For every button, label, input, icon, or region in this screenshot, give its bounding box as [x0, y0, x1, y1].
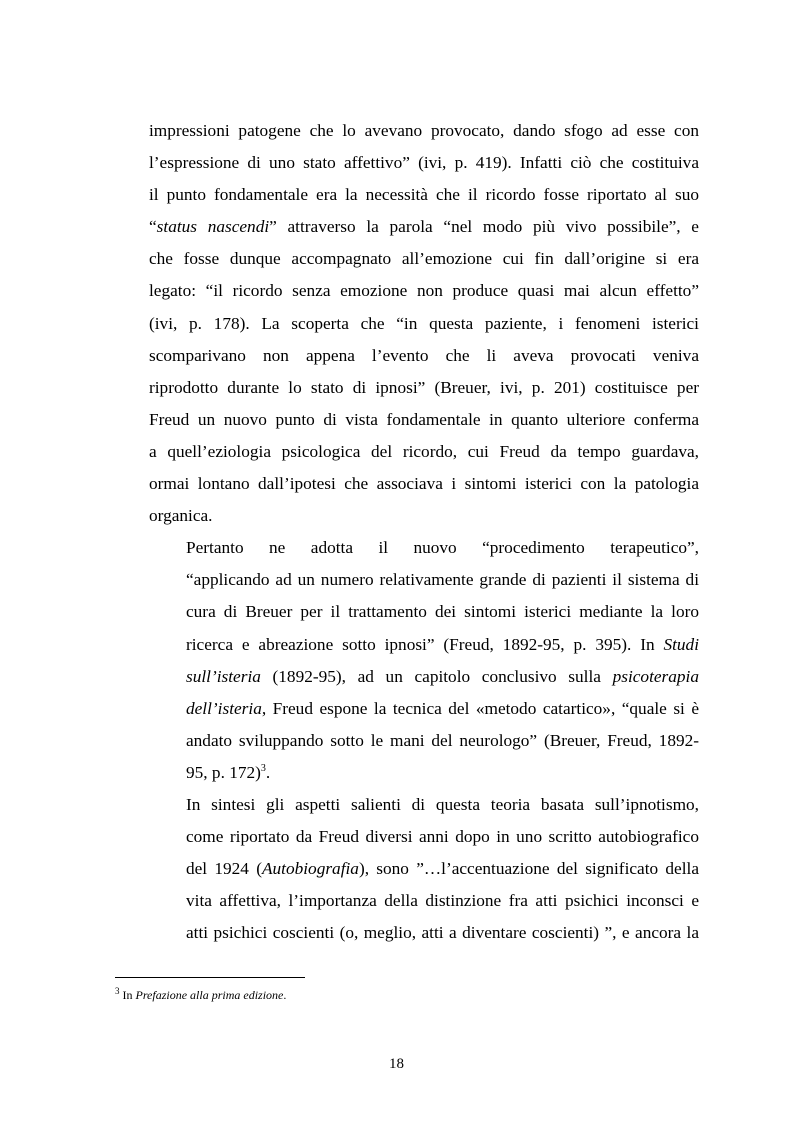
text-line: che fosse dunque accompagnato all’emozione cui fin dall’origine si era: [149, 249, 699, 269]
italic-term: psicoterapia: [612, 666, 699, 686]
text-line: organica.: [149, 506, 213, 526]
text-run: “: [149, 217, 157, 237]
italic-term: status nascendi: [156, 217, 270, 237]
italic-term: dell’isteria: [186, 698, 262, 718]
text-line: [149, 211, 699, 243]
text-line: scomparivano non appena l’evento che li aveva provocati veniva: [149, 345, 699, 365]
footnote-reference[interactable]: 3: [260, 763, 266, 775]
text-run: .: [265, 762, 271, 782]
italic-title: sull’isteria: [186, 666, 261, 686]
page-number: 18: [389, 1056, 404, 1072]
footnote-italic-title: Prefazione alla prima edizione: [135, 988, 284, 1002]
italic-title: Autobiografia: [261, 859, 359, 879]
text-run: ricerca e abreazione sotto ipnosi” (Freud, 1892-95, p. 395). In: [186, 634, 664, 654]
text-line: il punto fondamentale era la necessità che il ricordo fosse riportato al suo: [149, 185, 699, 205]
text-line: a quell’eziologia psicologica del ricordo, cui Freud da tempo guardava,: [149, 441, 699, 461]
text-run: ), sono ”…l’accentuazione del significato della: [358, 859, 699, 879]
footnote-number: 3: [115, 986, 120, 996]
paragraph-3: [149, 789, 699, 949]
text-line: “applicando ad un numero relativamente grande di pazienti il sistema di: [186, 570, 699, 590]
text-run: , Freud espone la tecnica del «metodo catartico», “quale si è: [261, 698, 699, 718]
text-line: atti psichici coscienti (o, meglio, atti a diventare coscienti) ”, e ancora la: [186, 923, 699, 943]
footnote-separator: [115, 977, 305, 978]
paragraph-2: [149, 532, 699, 789]
text-line: In sintesi gli aspetti salienti di questa teoria basata sull’ipnotismo,: [186, 794, 699, 814]
footnote-text: .: [283, 988, 287, 1002]
text-line: [149, 629, 699, 661]
text-line: riprodotto durante lo stato di ipnosi” (Breuer, ivi, p. 201) costituisce per: [149, 377, 699, 397]
text-line: [149, 757, 699, 789]
text-line: impressioni patogene che lo avevano provocato, dando sfogo ad esse con: [149, 121, 699, 140]
text-line: [149, 693, 699, 725]
text-line: come riportato da Freud diversi anni dopo in uno scritto autobiografico: [186, 827, 699, 847]
text-line: Freud un nuovo punto di vista fondamentale in quanto ulteriore conferma: [149, 409, 699, 429]
text-line: [149, 661, 699, 693]
text-run: ” attraverso la parola “nel modo più vivo possibile”, e: [269, 217, 699, 237]
italic-title: Studi: [663, 634, 699, 654]
text-run: (1892-95), ad un capitolo conclusivo sulla: [260, 666, 613, 686]
text-line: legato: “il ricordo senza emozione non produce quasi mai alcun effetto”: [149, 281, 699, 301]
text-run: del 1924 (: [186, 859, 262, 879]
text-line: [149, 853, 699, 885]
text-line: (ivi, p. 178). La scoperta che “in questa paziente, i fenomeni isterici: [149, 313, 699, 333]
text-line: l’espressione di uno stato affettivo” (ivi, p. 419). Infatti ciò che costituiva: [149, 153, 699, 173]
body-text: [149, 115, 699, 949]
text-line: Pertanto ne adotta il nuovo “procedimento terapeutico”,: [186, 538, 699, 558]
paragraph-1: [149, 115, 699, 532]
text-run: 95, p. 172): [186, 762, 261, 782]
footnote-text: In: [119, 988, 136, 1002]
text-line: andato sviluppando sotto le mani del neurologo” (Breuer, Freud, 1892-: [186, 730, 699, 750]
text-line: vita affettiva, l’importanza della distinzione fra atti psichici inconsci e: [186, 891, 699, 911]
footnote: [115, 987, 286, 1003]
text-line: ormai lontano dall’ipotesi che associava i sintomi isterici con la patologia: [149, 474, 699, 494]
text-line: cura di Breuer per il trattamento dei sintomi isterici mediante la loro: [186, 602, 699, 622]
